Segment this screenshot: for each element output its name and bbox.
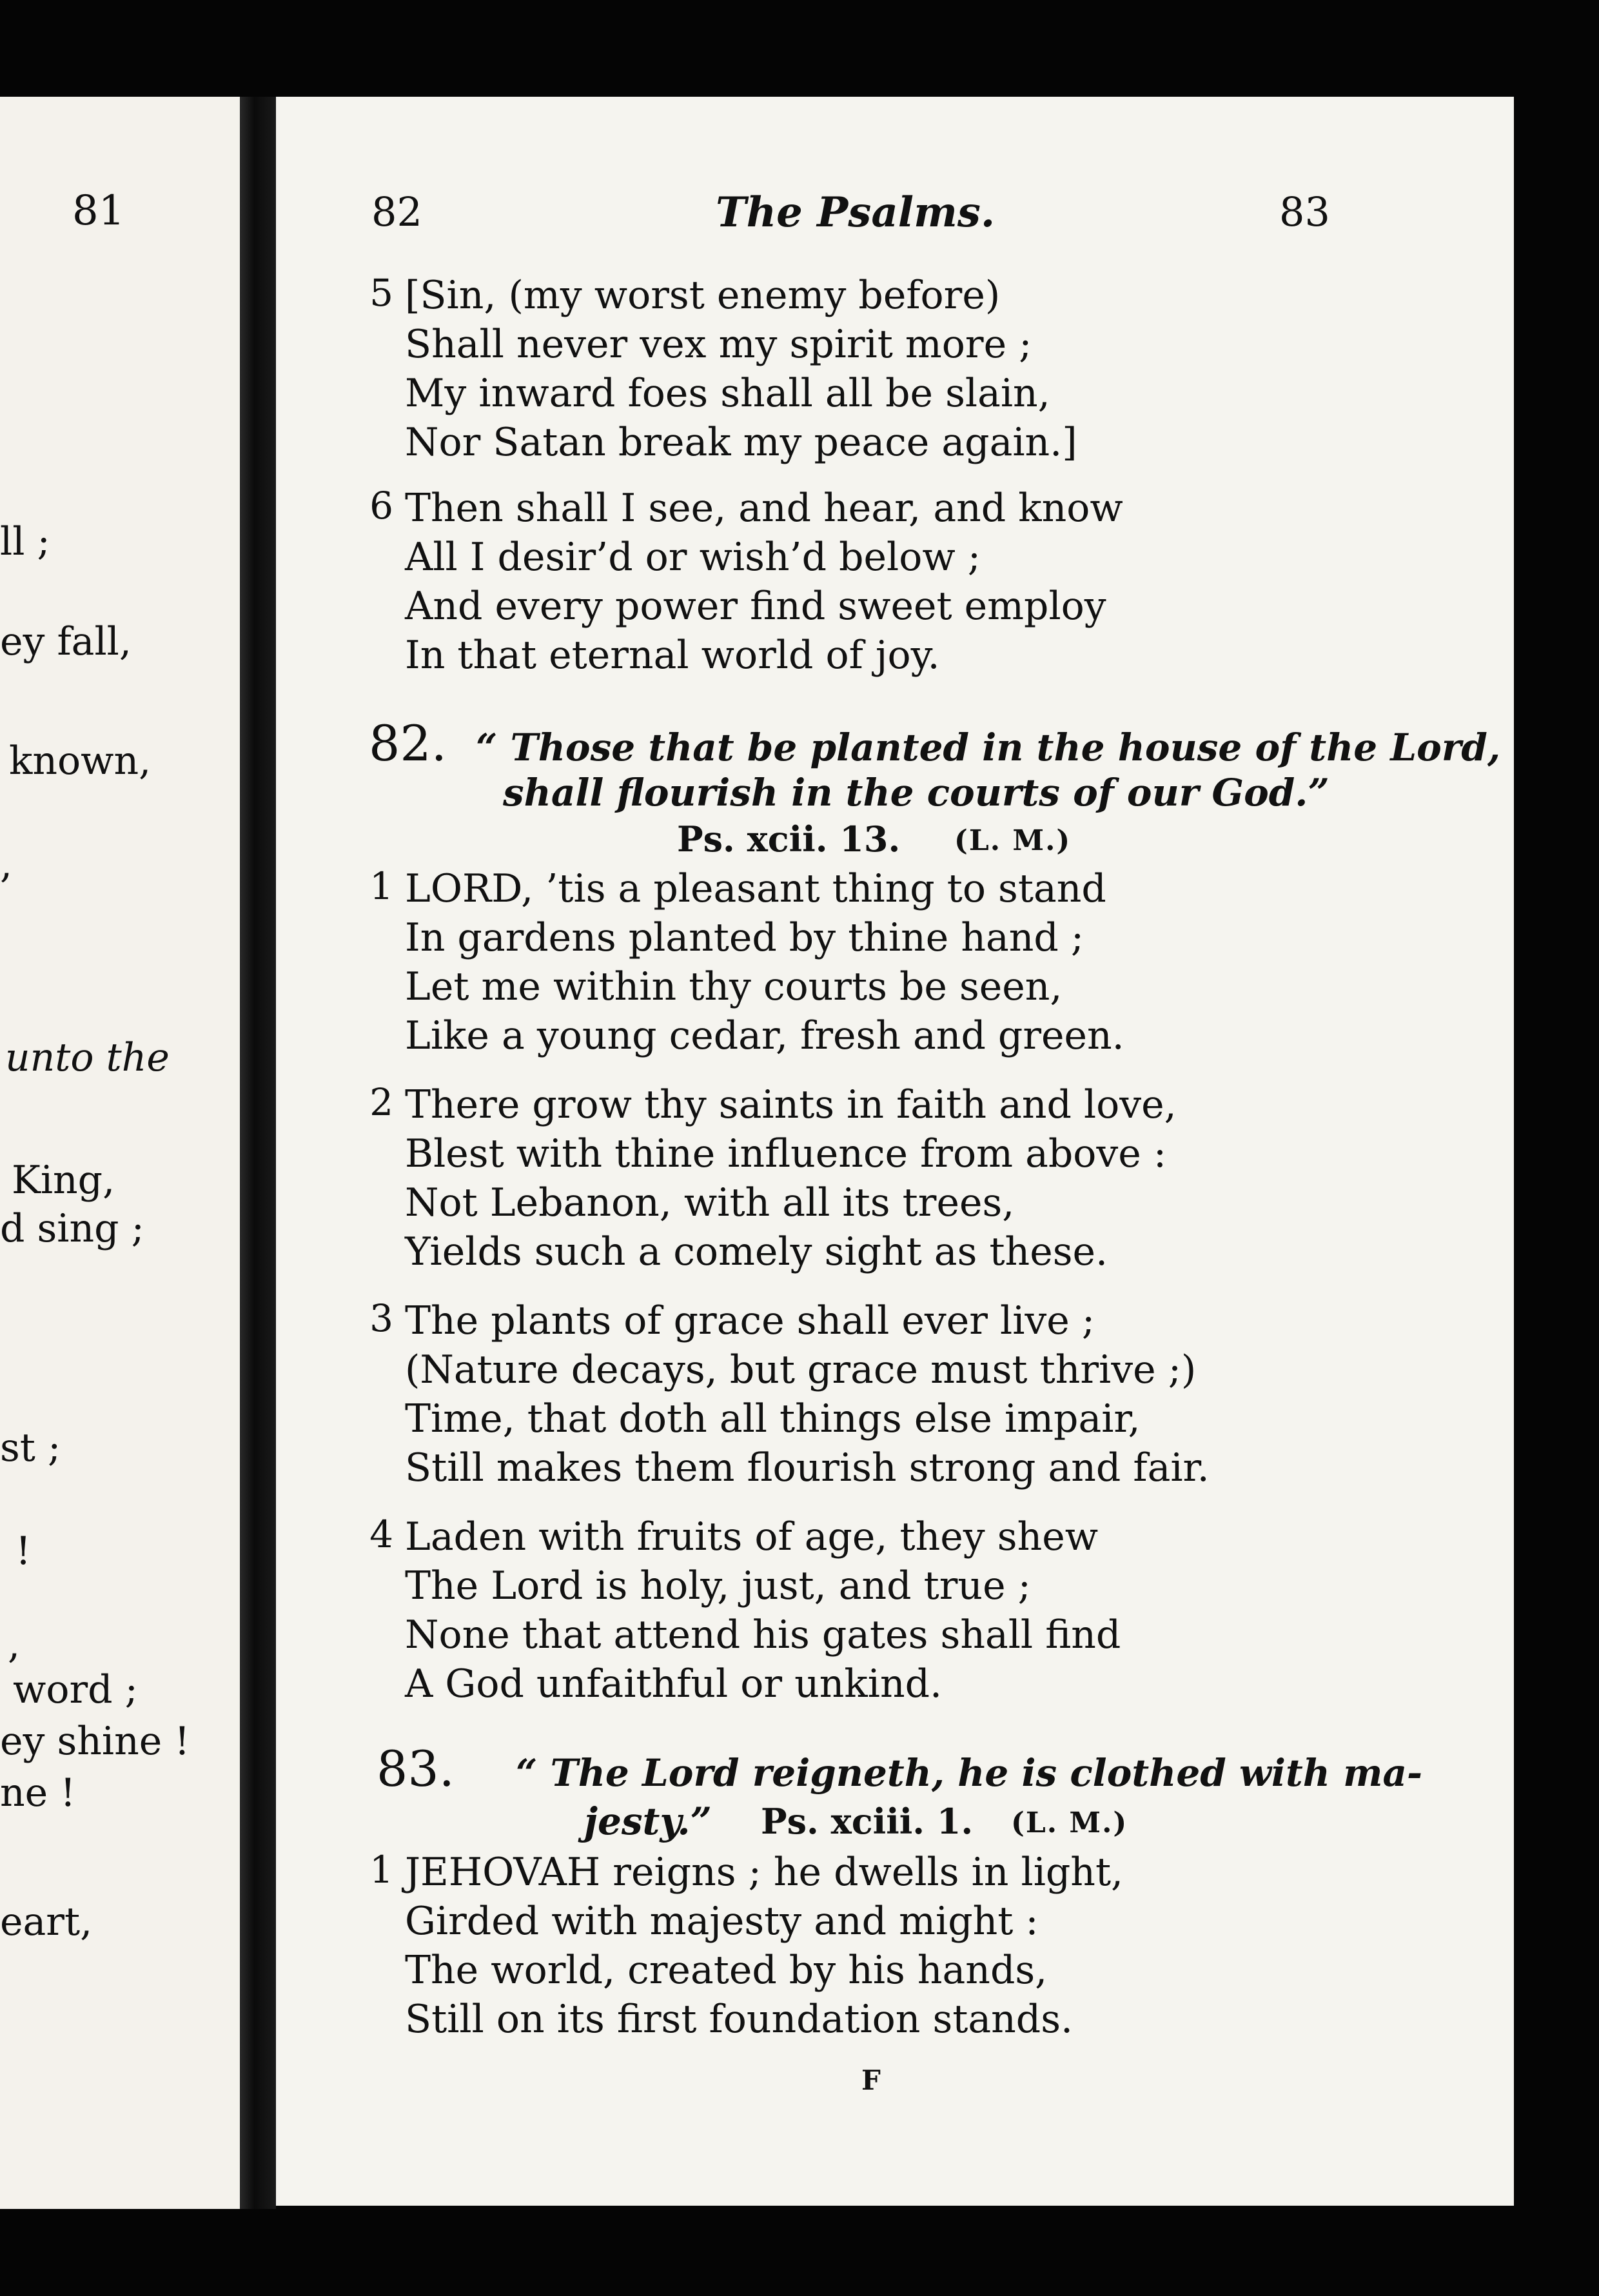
verse-line: In that eternal world of joy. [405,633,940,678]
left-text-fragment: ne ! [0,1770,76,1816]
verse-line: There grow thy saints in faith and love, [405,1082,1177,1127]
verse-line: A God unfaithful or unkind. [405,1661,943,1707]
scripture-reference: Ps. xciii. 1. [761,1801,974,1842]
verse-line: Then shall I see, and hear, and know [405,486,1123,531]
verse-line: All I desir’d or wish’d below ; [405,535,981,580]
left-page-fragment [0,97,240,2209]
verse-line: Let me within thy courts be seen, [405,964,1063,1009]
verse-line: LORD, ’tis a pleasant thing to stand [405,866,1106,911]
stanza-number: 1 [369,864,393,908]
verse-line: JEHOVAH reigns ; he dwells in light, [405,1850,1124,1895]
stanza [369,484,1123,680]
psalm-epigraph: “ Those that be planted in the house of the Lord, [476,726,1501,769]
verse-line: Not Lebanon, with all its trees, [405,1180,1015,1225]
stanza [369,271,1077,467]
left-text-fragment: unto the [5,1035,170,1080]
meter-label: (L. M.) [954,824,1072,857]
signature-mark: F [861,2064,881,2096]
stanza [369,864,1124,1060]
verse-line: In gardens planted by thine hand ; [405,915,1084,960]
psalm-number: 83. [377,1740,455,1797]
verse-line: The Lord is holy, just, and true ; [405,1563,1031,1608]
left-text-fragment: , [0,842,13,887]
verse-line: Still makes them flourish strong and fair. [405,1445,1210,1490]
verse-line: Like a young cedar, fresh and green. [405,1013,1124,1058]
verse-line: None that attend his gates shall find [405,1612,1121,1658]
scripture-reference: Ps. xcii. 13. [677,818,901,860]
verse-line: My inward foes shall all be slain, [405,371,1050,416]
stanza-number: 5 [369,271,393,315]
left-text-fragment: , [8,1622,21,1667]
psalm-epigraph: “ The Lord reigneth, he is clothed with ma- [516,1751,1423,1795]
header-right-number: 83 [1279,188,1330,235]
book-spine [240,97,276,2209]
verse-line: [Sin, (my worst enemy before) [405,273,1001,318]
left-text-fragment: d sing ; [0,1206,144,1251]
left-text-fragment: known, [9,738,152,784]
verse-line: Shall never vex my spirit more ; [405,322,1032,367]
meter-label: (L. M.) [1011,1806,1128,1839]
main-page [276,97,1514,2206]
verse-line: The world, created by his hands, [405,1948,1048,1993]
verse-line: Blest with thine influence from above : [405,1131,1167,1176]
verse-line: The plants of grace shall ever live ; [405,1298,1095,1343]
header-left-number: 82 [371,188,422,235]
left-text-fragment: ll ; [0,519,50,564]
stanza-number: 2 [369,1080,393,1124]
running-title: The Psalms. [716,188,996,237]
left-text-fragment: ey fall, [0,619,132,664]
verse-line: Yields such a comely sight as these. [405,1229,1108,1274]
stanza-number: 4 [369,1512,393,1556]
left-text-fragment: st ; [0,1425,61,1470]
verse-line: Nor Satan break my peace again.] [405,420,1077,465]
verse-line: Girded with majesty and might : [405,1899,1039,1944]
verse-line: Time, that doth all things else impair, [405,1396,1141,1441]
verse-line: (Nature decays, but grace must thrive ;) [405,1347,1197,1392]
left-text-fragment: ey shine ! [0,1719,190,1764]
verse-line: Still on its first foundation stands. [405,1997,1074,2042]
verse-line: And every power find sweet employ [405,584,1106,629]
stanza [369,1080,1177,1276]
left-text-fragment: King, [12,1158,115,1203]
left-text-fragment: eart, [0,1899,93,1945]
stanza-number: 1 [369,1848,393,1892]
psalm-epigraph: jesty.” [584,1799,712,1843]
stanza [369,1512,1121,1708]
left-text-fragment: ! [15,1529,32,1574]
psalm-epigraph: shall flourish in the courts of our God.” [503,771,1329,815]
stanza [369,1296,1210,1492]
stanza-number: 3 [369,1296,393,1340]
left-page-number: 81 [72,187,125,235]
stanza-number: 6 [369,484,393,528]
left-text-fragment: word ; [13,1667,138,1712]
stanza [369,1848,1124,2044]
verse-line: Laden with fruits of age, they shew [405,1514,1099,1559]
psalm-number: 82. [369,715,447,772]
